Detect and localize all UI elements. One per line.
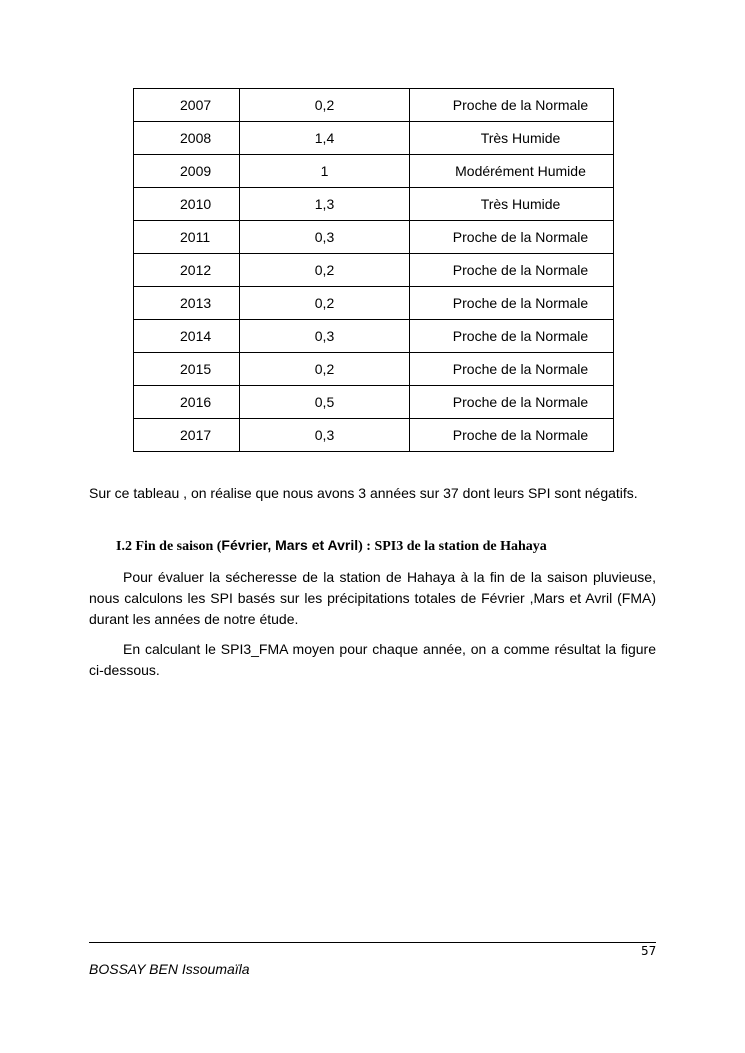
spi-value-cell: 0,3 [240, 221, 410, 254]
table-row [134, 89, 614, 122]
classification-cell: Très Humide [410, 188, 614, 221]
classification-cell: Très Humide [410, 122, 614, 155]
table-row [134, 419, 614, 452]
classification-cell: Proche de la Normale [410, 353, 614, 386]
result-paragraph-text: En calculant le SPI3_FMA moyen pour chaque année, on a comme résultat la figure ci-dessous. [89, 641, 656, 678]
spi-value-cell: 0,5 [240, 386, 410, 419]
table-row [134, 122, 614, 155]
classification-cell: Proche de la Normale [410, 89, 614, 122]
spi-table-body [134, 89, 614, 452]
heading-suffix: ) : SPI3 de la station de Hahaya [358, 539, 547, 554]
result-paragraph [89, 639, 656, 681]
spi-value-cell: 1 [240, 155, 410, 188]
method-paragraph-text: Pour évaluer la sécheresse de la station de Hahaya à la fin de la saison pluvieuse, nous calculons les SPI basés sur les précipitations totales de Février ,Mars et Avril (FMA) durant les années de notre étude. [89, 569, 656, 627]
table-row [134, 221, 614, 254]
table-row [134, 353, 614, 386]
year-cell: 2013 [134, 287, 240, 320]
spi-value-cell: 0,3 [240, 320, 410, 353]
table-row [134, 287, 614, 320]
spi-value-cell: 0,2 [240, 287, 410, 320]
page-number: 57 [641, 944, 657, 958]
table-row [134, 254, 614, 287]
table-row [134, 188, 614, 221]
year-cell: 2017 [134, 419, 240, 452]
classification-cell: Proche de la Normale [410, 419, 614, 452]
classification-cell: Proche de la Normale [410, 287, 614, 320]
spi-value-cell: 0,3 [240, 419, 410, 452]
method-paragraph [89, 567, 656, 630]
year-cell: 2008 [134, 122, 240, 155]
classification-cell: Modérément Humide [410, 155, 614, 188]
classification-cell: Proche de la Normale [410, 254, 614, 287]
heading-months: Février, Mars et Avril [221, 537, 359, 553]
section-heading [116, 537, 547, 555]
classification-cell: Proche de la Normale [410, 221, 614, 254]
spi-value-cell: 0,2 [240, 353, 410, 386]
footer-divider [89, 942, 656, 943]
table-row [134, 386, 614, 419]
year-cell: 2010 [134, 188, 240, 221]
spi-value-cell: 1,3 [240, 188, 410, 221]
year-cell: 2015 [134, 353, 240, 386]
spi-value-cell: 0,2 [240, 89, 410, 122]
year-cell: 2012 [134, 254, 240, 287]
year-cell: 2009 [134, 155, 240, 188]
table-summary-paragraph: Sur ce tableau , on réalise que nous avons 3 années sur 37 dont leurs SPI sont négatifs. [89, 485, 638, 501]
year-cell: 2011 [134, 221, 240, 254]
footer-author: BOSSAY BEN Issoumaïla [89, 961, 250, 977]
spi-table [133, 88, 614, 452]
heading-prefix: I.2 Fin de saison ( [116, 539, 222, 554]
table-row [134, 155, 614, 188]
table-row [134, 320, 614, 353]
classification-cell: Proche de la Normale [410, 320, 614, 353]
classification-cell: Proche de la Normale [410, 386, 614, 419]
year-cell: 2016 [134, 386, 240, 419]
spi-value-cell: 1,4 [240, 122, 410, 155]
year-cell: 2014 [134, 320, 240, 353]
spi-value-cell: 0,2 [240, 254, 410, 287]
year-cell: 2007 [134, 89, 240, 122]
